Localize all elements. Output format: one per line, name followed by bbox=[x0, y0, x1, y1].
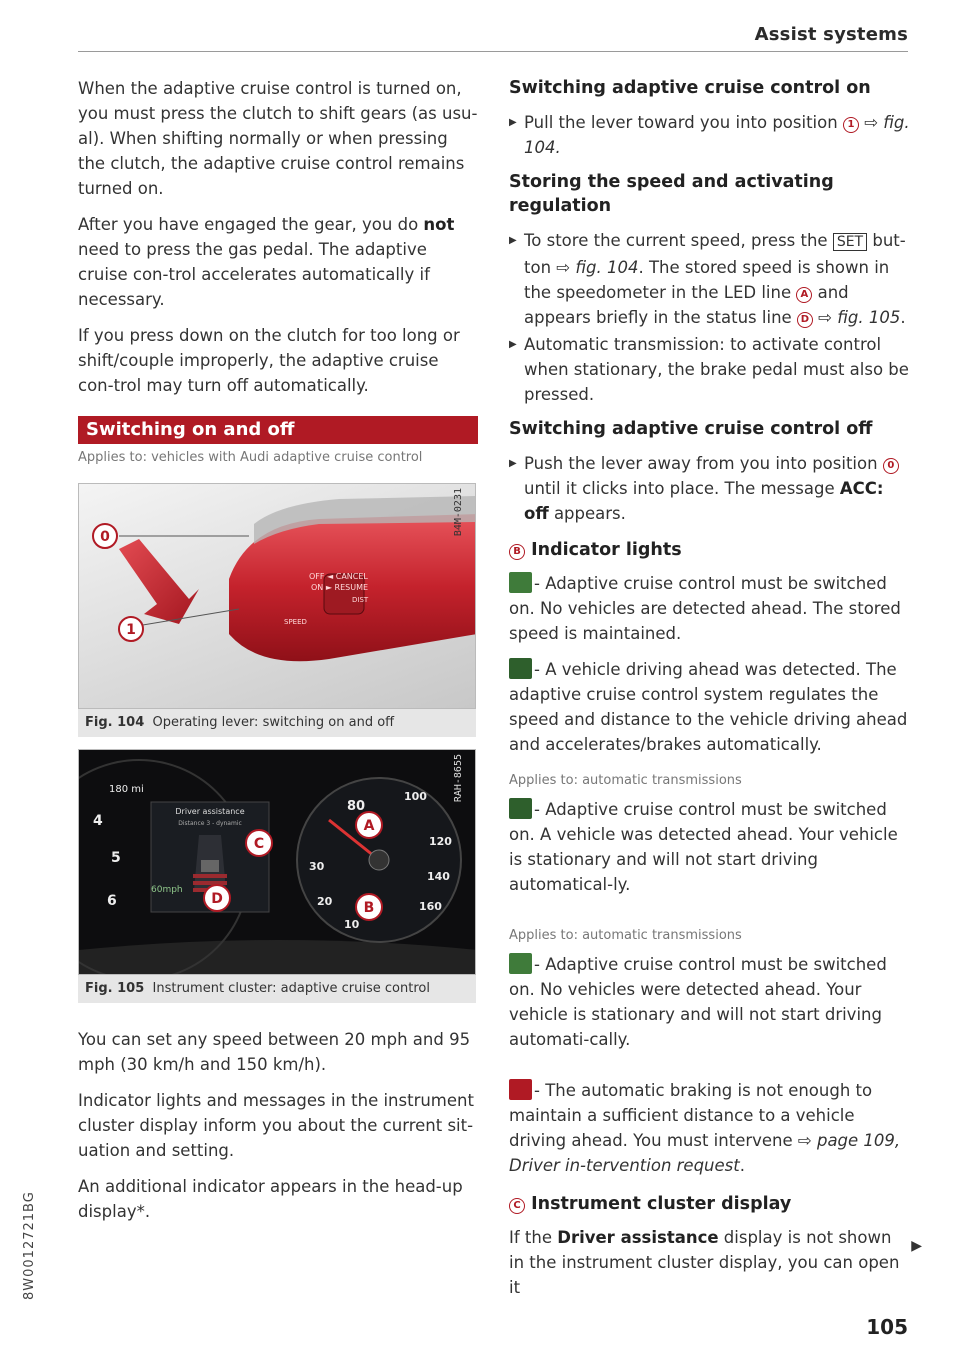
speed-80-label: 80 bbox=[347, 799, 366, 814]
bullet-push-lever: ▶ Push the lever away from you into position 0 until it clicks into place. The message ACC: off appears. bbox=[509, 451, 911, 526]
indicator-desc-4: - Adaptive cruise control must be switched on. No vehicles were detected ahead. Your vehicle is stationary and will not start driving automati-cally. bbox=[509, 955, 887, 1049]
acc-stationary-vehicle-icon bbox=[509, 798, 532, 819]
heading-switching-off: Switching adaptive cruise control off bbox=[509, 419, 873, 439]
circle-label-1: 1 bbox=[843, 117, 859, 133]
circle-label-0: 0 bbox=[883, 458, 899, 474]
speed-120-label: 120 bbox=[429, 835, 452, 848]
lever-text-resume: ON ► RESUME bbox=[311, 583, 369, 592]
circle-label-c: C bbox=[509, 1198, 525, 1214]
bullet-automatic-transmission: ▶ Automatic transmission: to activate control when stationary, the brake pedal must also be pressed. bbox=[509, 332, 911, 407]
document-code: 8W0012721BG bbox=[22, 1191, 37, 1300]
page-number: 105 bbox=[866, 1315, 908, 1339]
gear-6-label: 6 bbox=[107, 893, 117, 909]
applies-to-automatic-1: Applies to: automatic transmissions bbox=[509, 773, 742, 788]
figure-104-id: B4M-0231 bbox=[453, 488, 464, 537]
speed-10-label: 10 bbox=[344, 918, 360, 931]
paragraph-speed-range: You can set any speed between 20 mph and 95 mph (30 km/h and 150 km/h). bbox=[78, 1030, 471, 1074]
page-header-title: Assist systems bbox=[754, 24, 908, 45]
page-reference-link[interactable]: ⇨ page 109, Driver in-tervention request bbox=[509, 1131, 901, 1175]
lever-illustration bbox=[79, 484, 476, 709]
callout-b: B bbox=[363, 900, 375, 916]
figure-104-operating-lever bbox=[78, 483, 476, 709]
paragraph-clutch: When the adaptive cruise control is turned on, you must press the clutch to shift gears (as usu-al). When shifting normally or when pressing the clutch, the adaptive cruise control remains turned on. bbox=[78, 79, 478, 198]
callout-a: A bbox=[363, 818, 375, 834]
bullet-pull-lever: ▶ Pull the lever toward you into position 1 ⇨ fig. 104. bbox=[509, 110, 911, 160]
indicator-desc-5: - The automatic braking is not enough to maintain a sufficient distance to a vehicle driving ahead. You must intervene ⇨ page 109, Driver in-tervention request. bbox=[509, 1081, 901, 1175]
figure-105-caption: Fig. 105 Instrument cluster: adaptive cruise control bbox=[78, 975, 476, 1003]
direction-arrow-icon bbox=[119, 539, 199, 624]
acc-vehicle-ahead-icon bbox=[509, 658, 532, 679]
speed-160-label: 160 bbox=[419, 900, 442, 913]
figure-105-instrument-cluster bbox=[78, 749, 476, 975]
heading-storing-speed: Storing the speed and activating regulation bbox=[509, 172, 834, 216]
callout-c: C bbox=[253, 836, 265, 852]
heading-instrument-cluster-display: C Instrument cluster display bbox=[509, 1192, 911, 1217]
callout-position-0: 0 bbox=[100, 529, 110, 545]
applies-to-automatic-2: Applies to: automatic transmissions bbox=[509, 928, 742, 943]
header-divider bbox=[78, 51, 908, 52]
paragraph-gear: After you have engaged the gear, you do not need to press the gas pedal. The adaptive cruise con-trol accelerates automatically if necessary. bbox=[78, 215, 455, 309]
set-speed-readout: 60mph bbox=[151, 885, 183, 895]
callout-position-1: 1 bbox=[126, 622, 136, 638]
right-column bbox=[509, 76, 911, 1311]
paragraph-driver-assistance: If the Driver assistance display is not shown in the instrument cluster display, you can open it bbox=[509, 1228, 900, 1297]
indicator-desc-1: - Adaptive cruise control must be switched on. No vehicles are detected ahead. The stored speed is maintained. bbox=[509, 574, 901, 643]
set-key: SET bbox=[833, 233, 867, 251]
acc-stationary-no-vehicle-icon bbox=[509, 953, 532, 974]
cluster-panel-subtitle: Distance 3 - dynamic bbox=[178, 820, 242, 827]
speed-140-label: 140 bbox=[427, 870, 450, 883]
paragraph-hud: An additional indicator appears in the head-up display*. bbox=[78, 1177, 463, 1221]
gear-4-label: 4 bbox=[93, 813, 103, 829]
heading-indicator-lights: B Indicator lights bbox=[509, 538, 911, 563]
acc-green-car-icon bbox=[509, 572, 532, 593]
indicator-desc-3: - Adaptive cruise control must be switched on. A vehicle was detected ahead. Your vehicle is stationary and will not start driving automatical-ly. bbox=[509, 800, 898, 894]
continue-arrow-icon: ▶ bbox=[911, 1238, 922, 1254]
cluster-panel-title: Driver assistance bbox=[175, 807, 245, 816]
figure-104-caption: Fig. 104 Operating lever: switching on and off bbox=[78, 709, 476, 737]
circle-label-d: D bbox=[797, 312, 813, 328]
speed-100-label: 100 bbox=[404, 790, 427, 803]
driver-intervention-icon bbox=[509, 1079, 532, 1100]
section-title-bar: Switching on and off bbox=[78, 416, 478, 444]
left-column bbox=[78, 76, 478, 1235]
lever-text-dist: DIST bbox=[352, 596, 369, 604]
callout-d: D bbox=[211, 891, 223, 907]
indicator-desc-2: - A vehicle driving ahead was detected. The adaptive cruise control system regulates the speed and distance to the vehicle driving ahead and accelerates/brakes automatically. bbox=[509, 660, 908, 754]
range-readout: 180 mi bbox=[109, 784, 144, 795]
gear-5-label: 5 bbox=[111, 850, 121, 866]
lever-text-cancel: OFF ◄ CANCEL bbox=[309, 572, 368, 581]
speed-20-label: 20 bbox=[317, 895, 333, 908]
figure-reference-link[interactable]: ⇨ fig. 104 bbox=[556, 258, 639, 277]
lever-text-speed: SPEED bbox=[284, 618, 307, 626]
circle-label-b: B bbox=[509, 544, 525, 560]
paragraph-clutch-long: If you press down on the clutch for too long or shift/couple improperly, the adaptive cruise con-trol may turn off automatically. bbox=[78, 326, 460, 395]
circle-label-a: A bbox=[796, 287, 812, 303]
figure-reference-link[interactable]: ⇨ fig. 105 bbox=[812, 308, 901, 327]
applies-to-note: Applies to: vehicles with Audi adaptive cruise control bbox=[78, 450, 423, 465]
figure-105-id: RAH-8655 bbox=[453, 754, 464, 803]
paragraph-indicator-info: Indicator lights and messages in the instrument cluster display inform you about the current sit-uation and setting. bbox=[78, 1091, 474, 1160]
cluster-illustration bbox=[79, 750, 476, 975]
bullet-store-speed: ▶ To store the current speed, press the SET but-ton ⇨ fig. 104. The stored speed is shown in the speedometer in the LED line A and appears briefly in the status line D ⇨ fig. 105. bbox=[509, 228, 911, 330]
heading-switching-on: Switching adaptive cruise control on bbox=[509, 78, 871, 98]
figure-reference-link[interactable]: ⇨ fig. 104. bbox=[524, 113, 910, 157]
speed-30-label: 30 bbox=[309, 860, 325, 873]
